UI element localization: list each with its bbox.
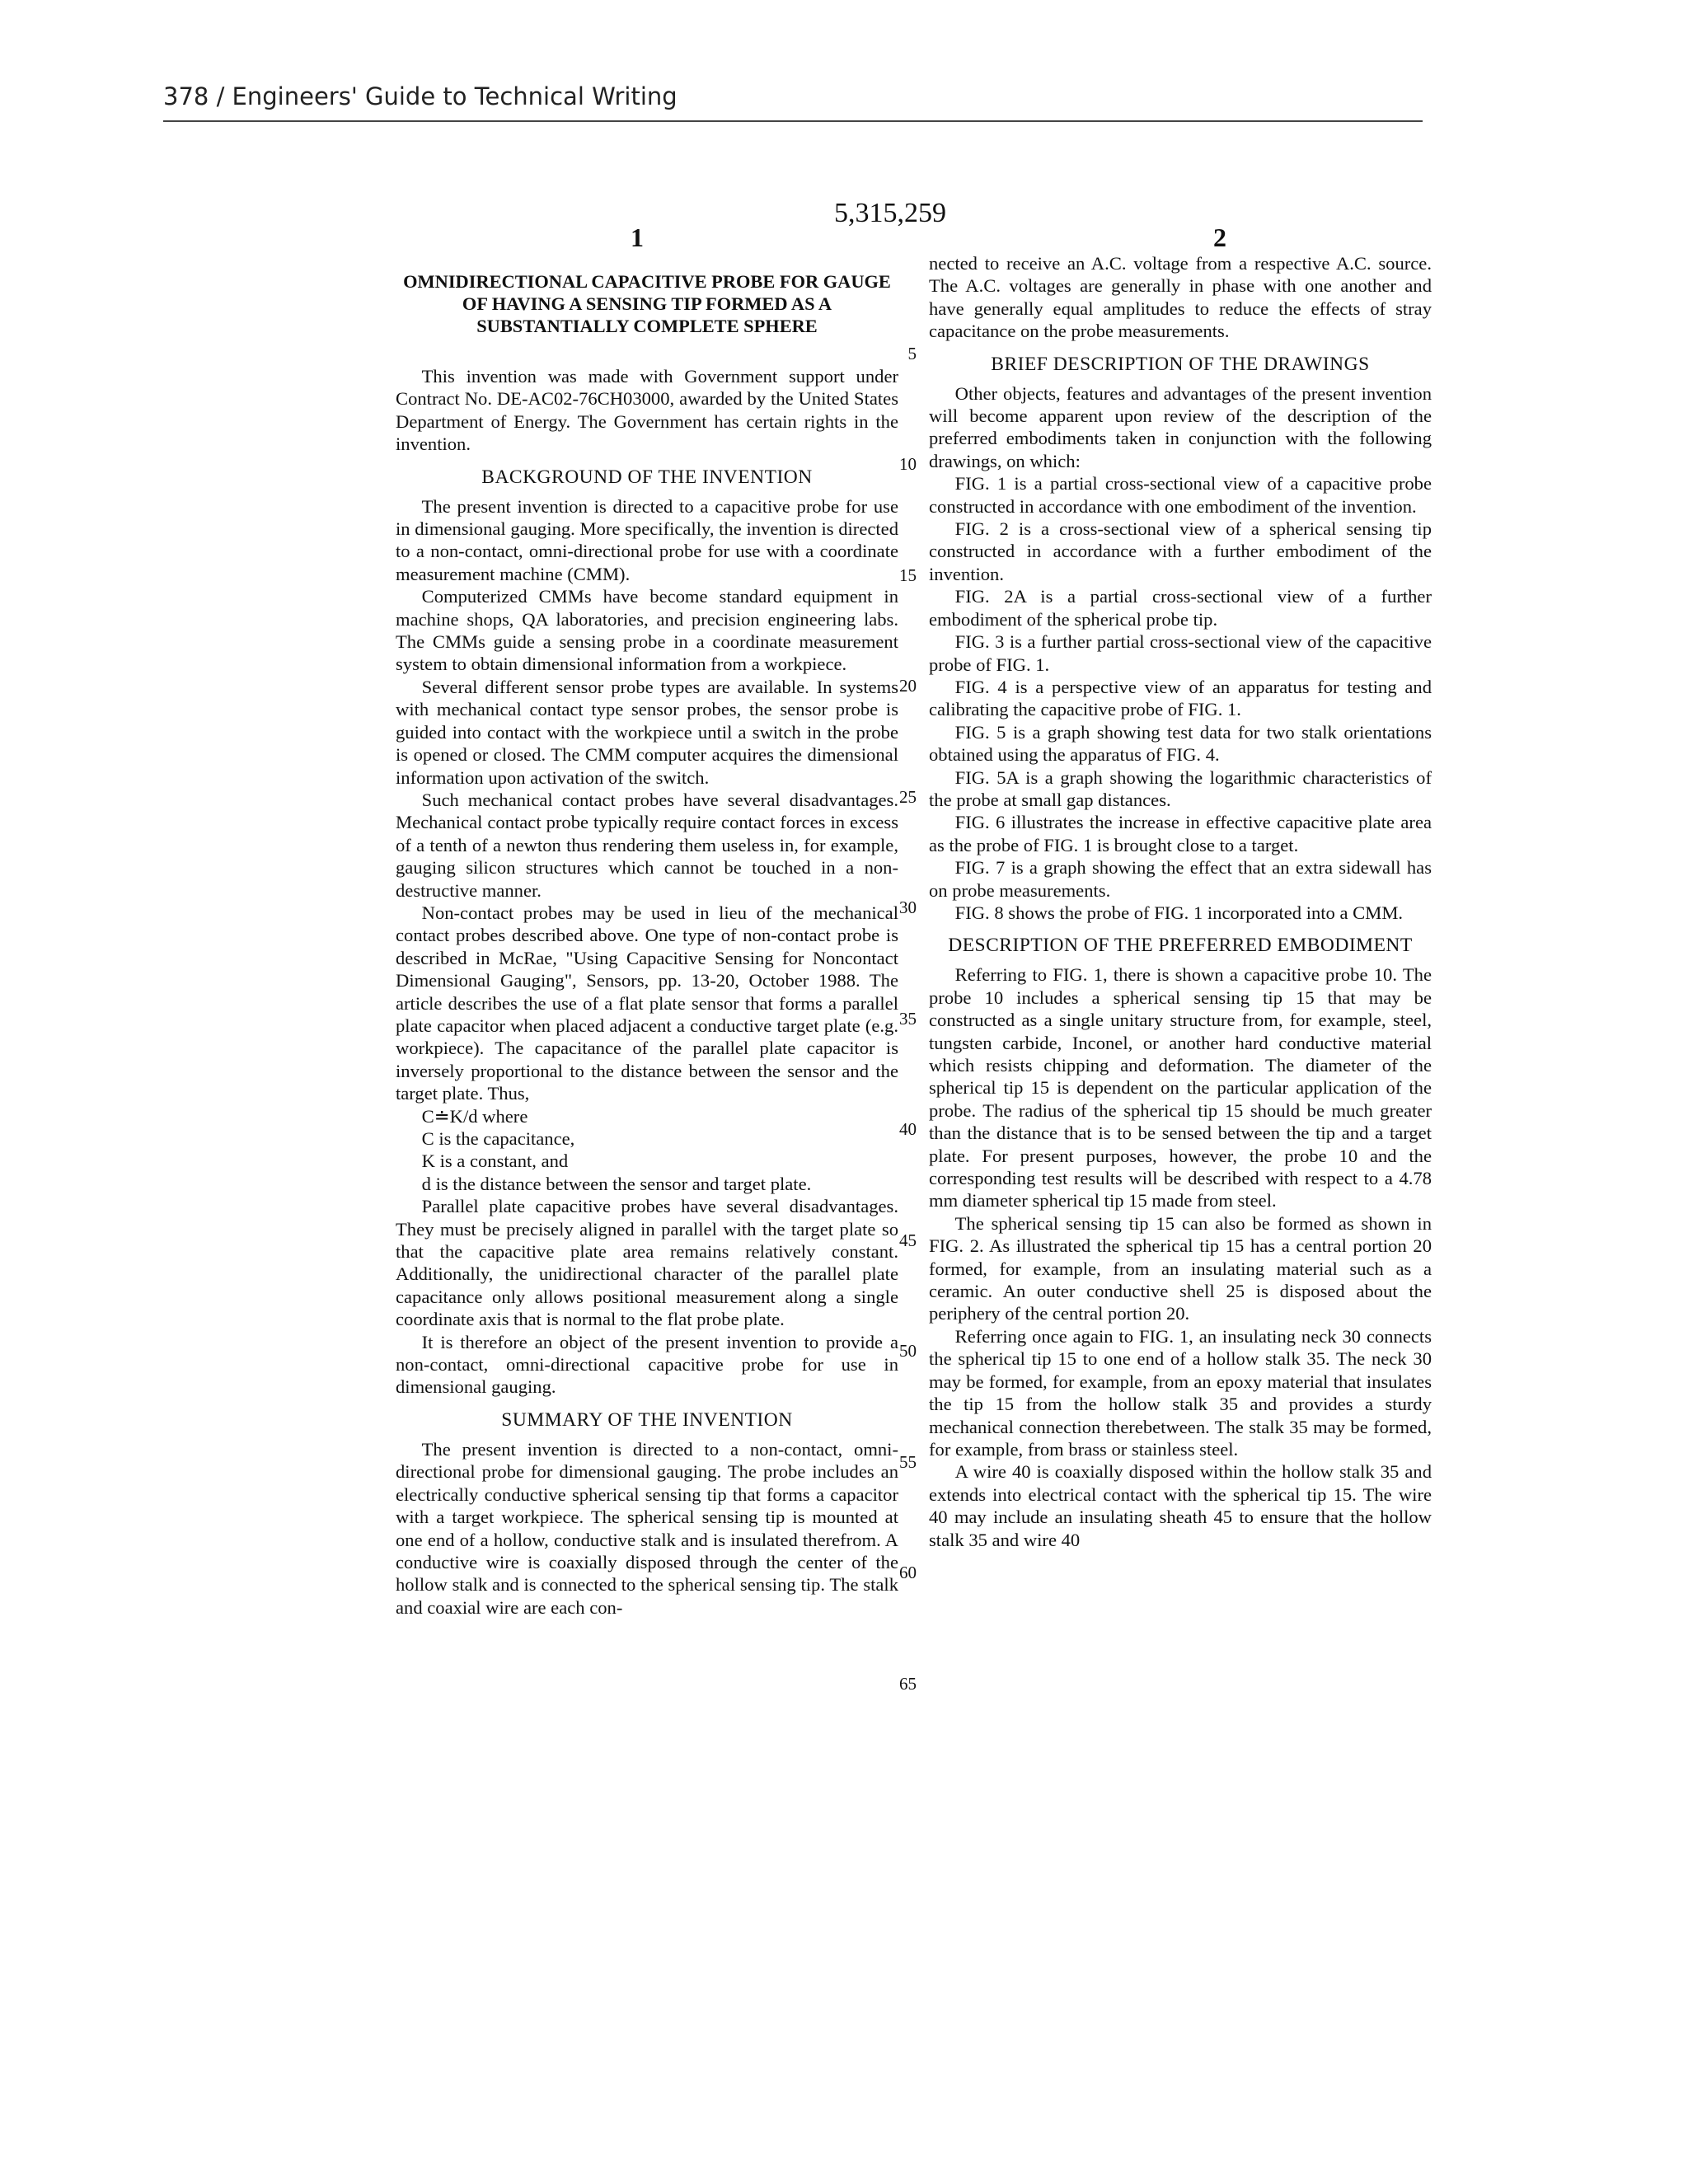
embodiment-paragraph: Referring to FIG. 1, there is shown a capacitive probe 10. The probe 10 includes a spherical sensing tip 15 that may be constructed as a single unitary structure from, for example, steel, tungsten carbide, Inconel, or another hard conductive material which resists chipping and deformation. The diameter of the spherical tip 15 is dependent on the particular application of the probe. The radius of the spherical tip 15 should be much greater than the distance that is to be sensed between the tip and a target plate. For present purposes, however, the probe 10 and the corresponding test results will be described with respect to a 4.78 mm diameter spherical tip 15 made from steel. — [929, 964, 1432, 1212]
right-column — [929, 252, 1432, 1551]
formula-definition: d is the distance between the sensor and target plate. — [421, 1173, 812, 1194]
formula-definition: K is a constant, and — [421, 1151, 569, 1172]
column-number-right: 2 — [1213, 223, 1226, 252]
background-paragraph: Parallel plate capacitive probes have several disadvantages. They must be precisely aligned in parallel with the target plate so that the capacitive plate area remains relatively constant. Additionally, the unidirectional character of the parallel plate capacitance only allows positional measurement along a single coordinate axis that is normal to the flat probe plate. — [396, 1196, 898, 1330]
figure-description: FIG. 5 is a graph showing test data for two stalk orientations obtained using the apparatus of FIG. 4. — [929, 721, 1432, 766]
figure-description: FIG. 5A is a graph showing the logarithmic characteristics of the probe at small gap distances. — [929, 766, 1432, 810]
line-number: 30 — [899, 898, 917, 917]
figure-description: FIG. 4 is a perspective view of an apparatus for testing and calibrating the capacitive probe of FIG. 1. — [929, 676, 1432, 720]
line-number: 55 — [899, 1452, 917, 1472]
background-paragraph: The present invention is directed to a capacitive probe for use in dimensional gauging. More specifically, the invention is directed to a non-contact, omni-directional probe for use with a coordinate measurement machine (CMM). — [396, 495, 898, 584]
government-support-paragraph: This invention was made with Government support under Contract No. DE-AC02-76CH03000, awarded by the United States Department of Energy. The Government has certain rights in the invention. — [396, 366, 898, 455]
embodiment-paragraph: A wire 40 is coaxially disposed within the hollow stalk 35 and extends into electrical contact with the spherical tip 15. The wire 40 may include an insulating sheath 45 to ensure that the hollow stalk 35 and wire 40 — [929, 1461, 1432, 1550]
line-number: 15 — [899, 565, 917, 585]
background-paragraph: Computerized CMMs have become standard equipment in machine shops, QA laboratories, and precision engineering labs. The CMMs guide a sensing probe in a coordinate measurement system to obtain dimensional information from a workpiece. — [396, 586, 898, 675]
patent-number: 5,315,259 — [834, 198, 946, 228]
line-number: 45 — [899, 1230, 917, 1250]
line-number: 50 — [899, 1341, 917, 1361]
continuation-paragraph: nected to receive an A.C. voltage from a respective A.C. source. The A.C. voltages are generally in phase with one another and have generally equal amplitudes to reduce the effects of stray capacitance on the probe measurements. — [929, 253, 1432, 342]
formula-definition: C is the capacitance, — [421, 1128, 575, 1149]
line-number: 65 — [899, 1674, 917, 1694]
drawings-intro: Other objects, features and advantages of the present invention will become apparent upon review of the description of the preferred embodiments taken in conjunction with the following drawings, on which: — [929, 382, 1432, 471]
running-head: 378 / Engineers' Guide to Technical Writing — [163, 82, 678, 110]
header-rule — [163, 120, 1423, 122]
line-number: 10 — [899, 454, 917, 474]
patent-title: OMNIDIRECTIONAL CAPACITIVE PROBE FOR GAUGE OF HAVING A SENSING TIP FORMED AS A SUBSTANTIALLY COMPLETE SPHERE — [403, 271, 891, 336]
figure-description: FIG. 2A is a partial cross-sectional view of a further embodiment of the spherical probe tip. — [929, 586, 1432, 630]
figure-description: FIG. 8 shows the probe of FIG. 1 incorporated into a CMM. — [954, 902, 1404, 923]
summary-heading: SUMMARY OF THE INVENTION — [501, 1408, 793, 1431]
capacitance-formula: C≐K/d where — [421, 1105, 528, 1127]
line-number: 60 — [899, 1563, 917, 1582]
line-number: 20 — [899, 676, 917, 696]
background-paragraph: Non-contact probes may be used in lieu of the mechanical contact probes described above. One type of non-contact probe is described in McRae, "Using Capacitive Sensing for Noncontact Dimensional Gauging", Sensors, pp. 13-20, October 1988. The article describes the use of a flat plate sensor that forms a parallel plate capacitor when placed adjacent a conductive target plate (e.g. workpiece). The capacitance of the parallel plate capacitor is inversely proportional to the distance between the sensor and the target plate. Thus, — [396, 902, 898, 1104]
background-heading: BACKGROUND OF THE INVENTION — [481, 466, 813, 488]
figure-description: FIG. 3 is a further partial cross-sectional view of the capacitive probe of FIG. 1. — [929, 631, 1432, 675]
line-number: 5 — [907, 344, 917, 363]
drawings-heading: BRIEF DESCRIPTION OF THE DRAWINGS — [991, 353, 1370, 375]
figure-description: FIG. 6 illustrates the increase in effective capacitive plate area as the probe of FIG. 1 is brought close to a target. — [929, 812, 1432, 855]
line-number: 40 — [899, 1119, 917, 1139]
figure-description: FIG. 2 is a cross-sectional view of a spherical sensing tip constructed in accordance with a further embodiment of the invention. — [929, 518, 1432, 584]
background-paragraph: Several different sensor probe types are available. In systems with mechanical contact type sensor probes, the sensor probe is guided into contact with the workpiece until a switch in the probe is opened or closed. The CMM computer acquires the dimensional information upon activation of the switch. — [396, 676, 898, 788]
left-column — [396, 270, 898, 1619]
figure-description: FIG. 1 is a partial cross-sectional view of a capacitive probe constructed in accordance with one embodiment of the invention. — [929, 473, 1432, 517]
preferred-embodiment-heading: DESCRIPTION OF THE PREFERRED EMBODIMENT — [948, 935, 1413, 957]
embodiment-paragraph: Referring once again to FIG. 1, an insulating neck 30 connects the spherical tip 15 to one end of a hollow stalk 35. The neck 30 may be formed, for example, from an epoxy material that insulates the tip 15 from the hollow stalk 35 and provides a sturdy mechanical connection therebetween. The stalk 35 may be formed, for example, from brass or stainless steel. — [929, 1325, 1432, 1460]
summary-paragraph: The present invention is directed to a non-contact, omni-directional probe for dimensional gauging. The probe includes an electrically conductive spherical sensing tip that forms a capacitor with a target workpiece. The spherical sensing tip is mounted at one end of a hollow, conductive stalk and is insulated therefrom. A conductive wire is coaxially disposed through the center of the hollow stalk and is connected to the spherical sensing tip. The stalk and coaxial wire are each con- — [396, 1438, 898, 1618]
column-number-left: 1 — [631, 223, 644, 252]
figure-description: FIG. 7 is a graph showing the effect that an extra sidewall has on probe measurements. — [929, 857, 1432, 901]
line-number: 35 — [899, 1009, 917, 1029]
background-paragraph: It is therefore an object of the present invention to provide a non-contact, omni-directional capacitive probe for use in dimensional gauging. — [396, 1331, 898, 1398]
line-number: 25 — [899, 787, 917, 807]
background-paragraph: Such mechanical contact probes have several disadvantages. Mechanical contact probe typically require contact forces in excess of a tenth of a newton thus rendering them useless in, for example, gauging silicon structures which cannot be touched in a non-destructive manner. — [396, 789, 898, 901]
embodiment-paragraph: The spherical sensing tip 15 can also be formed as shown in FIG. 2. As illustrated the spherical tip 15 has a central portion 20 formed, for example, from an insulating material such as a ceramic. An outer conductive shell 25 is disposed about the periphery of the central portion 20. — [929, 1212, 1432, 1324]
